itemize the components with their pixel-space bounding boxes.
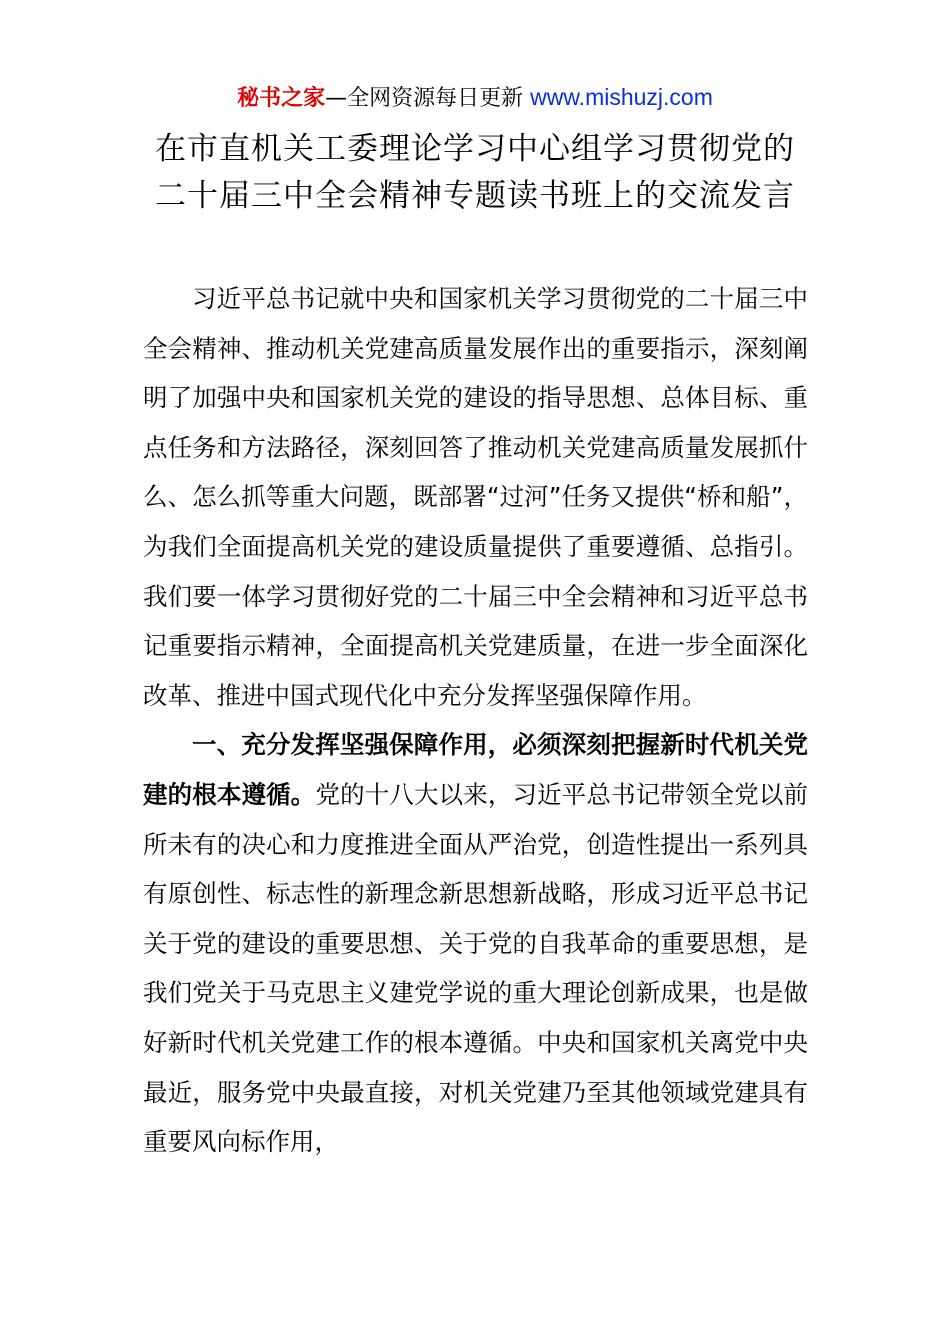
paragraph-section-1 (143, 720, 808, 1166)
section-heading: 一、充分发挥坚强保障作用，必须深刻把握新时代机关党建的根本遵循。 (143, 730, 808, 809)
site-tagline: —全网资源每日更新 (325, 86, 524, 111)
paragraph-text: 习近平总书记就中央和国家机关学习贯彻党的二十届三中全会精神、推动机关党建高质量发展作出的重要指示，深刻阐明了加强中央和国家机关党的建设的指导思想、总体目标、重点任务和方法路径，深刻回答了推动机关党建高质量发展抓什么、怎么抓等重大问题，既部署“过河”任务又提供“桥和船”，为我们全面提高机关党的建设质量提供了重要遵循、总指引。我们要一体学习贯彻好党的二十届三中全会精神和习近平总书记重要指示精神，全面提高机关党建质量，在进一步全面深化改革、推进中国式现代化中充分发挥坚强保障作用。 (143, 284, 808, 710)
site-brand: 秘书之家 (237, 86, 326, 111)
paragraph-text: 党的十八大以来，习近平总书记带领全党以前所未有的决心和力度推进全面从严治党，创造性提出一系列具有原创性、标志性的新理念新思想新战略，形成习近平总书记关于党的建设的重要思想、关于党的自我革命的重要思想，是我们党关于马克思主义建党学说的重大理论创新成果，也是做好新时代机关党建工作的根本遵循。中央和国家机关离党中央最近，服务党中央最直接，对机关党建乃至其他领域党建具有重要风向标作用， (143, 779, 809, 1157)
document-body (143, 274, 808, 1167)
title-line-1: 在市直机关工委理论学习中心组学习贯彻党的 (155, 131, 795, 167)
title-line-2: 二十届三中全会精神专题读书班上的交流发言 (155, 178, 795, 214)
site-header (0, 80, 950, 116)
site-url-link[interactable]: www.mishuzj.com (530, 84, 713, 110)
paragraph-intro (143, 274, 808, 720)
document-title (60, 126, 890, 220)
